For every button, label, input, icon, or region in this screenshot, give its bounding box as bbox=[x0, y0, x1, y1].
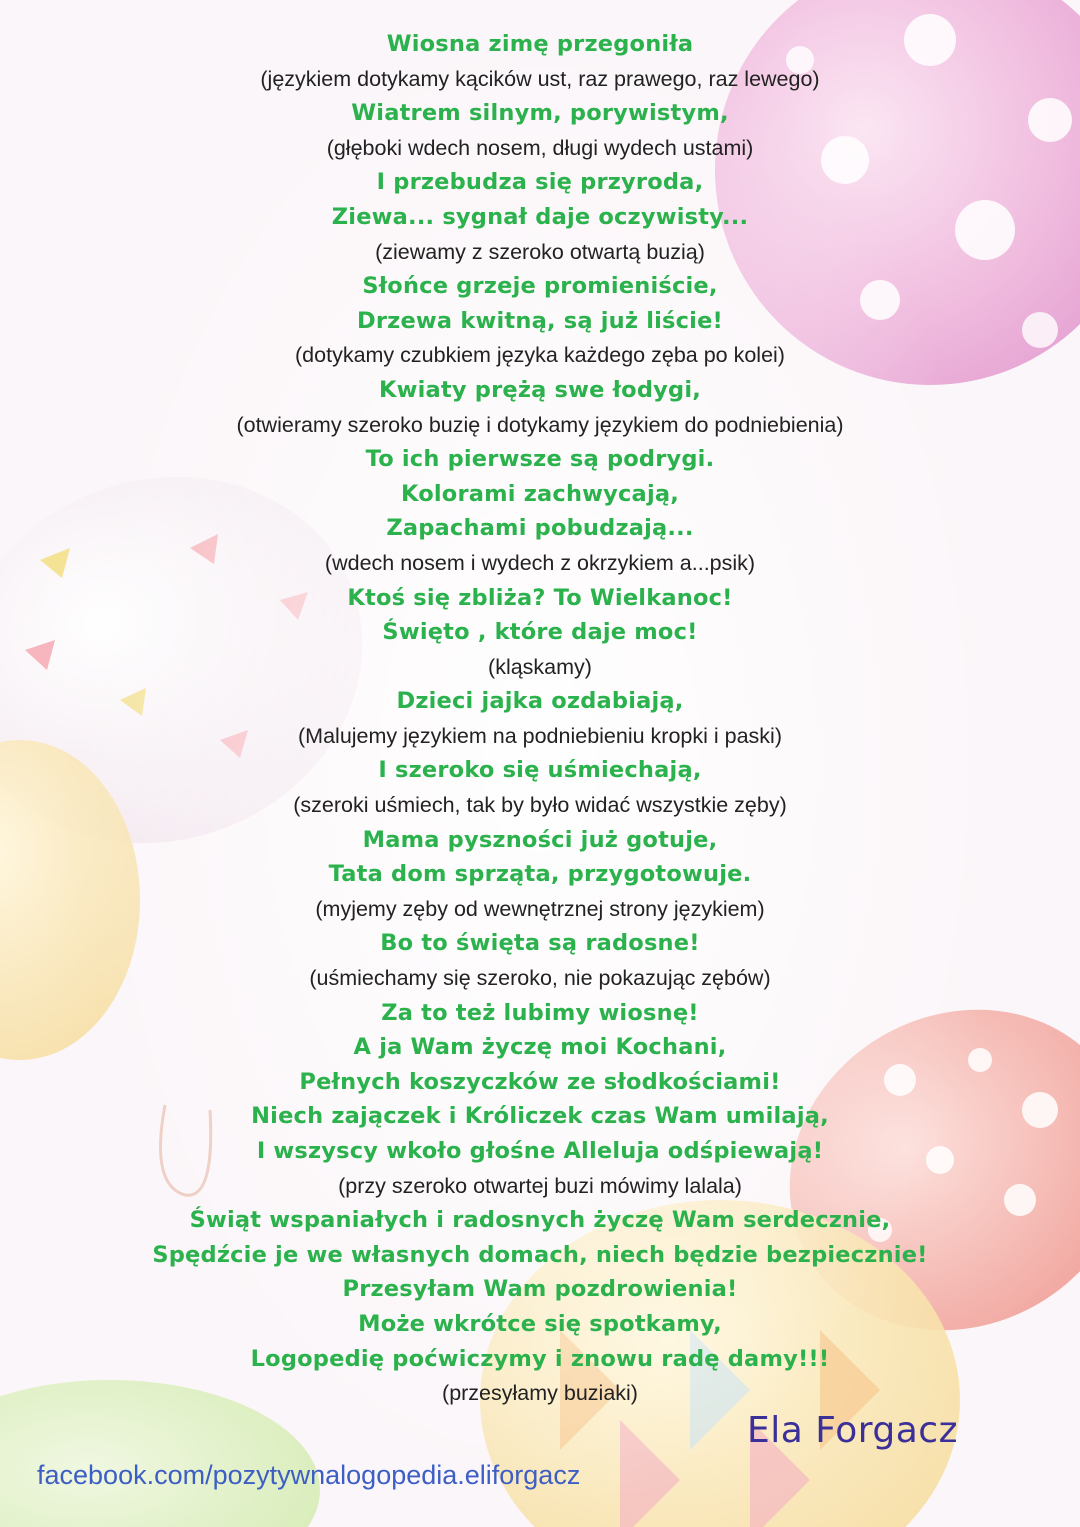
poem-verse-line: Słońce grzeje promieniście, bbox=[362, 273, 718, 300]
poem-verse-line: Ziewa... sygnał daje oczywisty... bbox=[331, 203, 749, 230]
poem-verse-line: I przebudza się przyroda, bbox=[376, 169, 704, 196]
poem-verse-line: Pełnych koszyczków ze słodkościami! bbox=[299, 1068, 781, 1095]
poem-verse-line: I szeroko się uśmiechają, bbox=[378, 757, 702, 784]
exercise-instruction: (kląskamy) bbox=[488, 654, 592, 679]
exercise-instruction: (otwieramy szeroko buzię i dotykamy językiem do podniebienia) bbox=[236, 412, 844, 437]
exercise-instruction: (przy szeroko otwartej buzi mówimy lalala) bbox=[338, 1173, 742, 1198]
poem-verse-line: Świąt wspaniałych i radosnych życzę Wam serdecznie, bbox=[189, 1207, 891, 1234]
exercise-instruction: (dotykamy czubkiem języka każdego zęba po kolei) bbox=[295, 343, 785, 368]
exercise-instruction: (głęboki wdech nosem, długi wydech ustami) bbox=[326, 135, 754, 160]
poem-verse-line: Przesyłam Wam pozdrowienia! bbox=[342, 1276, 738, 1303]
poem-verse-line: Bo to święta są radosne! bbox=[380, 930, 700, 957]
poem-verse-line: Zapachami pobudzają... bbox=[386, 515, 694, 542]
poem-verse-line: Święto , które daje moc! bbox=[382, 619, 698, 646]
poem-text bbox=[0, 27, 1080, 1411]
exercise-instruction: (przesyłamy buziaki) bbox=[442, 1381, 638, 1406]
exercise-instruction: (językiem dotykamy kącików ust, raz prawego, raz lewego) bbox=[260, 66, 820, 91]
poem-verse-line: Drzewa kwitną, są już liście! bbox=[357, 307, 723, 334]
exercise-instruction: (myjemy zęby od wewnętrznej strony językiem) bbox=[315, 896, 765, 921]
exercise-instruction: (Malujemy językiem na podniebieniu kropki i paski) bbox=[298, 723, 782, 748]
poem-verse-line: Tata dom sprząta, przygotowuje. bbox=[328, 861, 752, 888]
poem-verse-line: Wiatrem silnym, porywistym, bbox=[351, 100, 729, 127]
poem-verse-line: Logopedię poćwiczymy i znowu radę damy!!! bbox=[250, 1345, 830, 1372]
poem-verse-line: Spędźcie je we własnych domach, niech będzie bezpiecznie! bbox=[152, 1241, 928, 1268]
author-signature: Ela Forgacz bbox=[747, 1410, 958, 1451]
exercise-instruction: (wdech nosem i wydech z okrzykiem a...psik) bbox=[324, 550, 756, 575]
exercise-instruction: (szeroki uśmiech, tak by było widać wszystkie zęby) bbox=[293, 793, 787, 818]
poem-verse-line: Ktoś się zbliża? To Wielkanoc! bbox=[347, 584, 733, 611]
facebook-link[interactable]: facebook.com/pozytywnalogopedia.eliforgacz bbox=[37, 1460, 581, 1490]
poem-verse-line: I wszyscy wkoło głośne Alleluja odśpiewają! bbox=[256, 1138, 824, 1164]
poem-verse-line: Może wkrótce się spotkamy, bbox=[358, 1310, 722, 1337]
poem-verse-line: Kolorami zachwycają, bbox=[401, 480, 679, 507]
poem-verse-line: Kwiaty prężą swe łodygi, bbox=[379, 376, 701, 403]
exercise-instruction: (uśmiechamy się szeroko, nie pokazując zębów) bbox=[309, 966, 771, 991]
exercise-instruction: (ziewamy z szeroko otwartą buzią) bbox=[375, 239, 705, 264]
poem-verse-line: Wiosna zimę przegoniła bbox=[386, 31, 694, 57]
poem-verse-line: Dzieci jajka ozdabiają, bbox=[396, 688, 684, 715]
poem-verse-line: Mama pyszności już gotuje, bbox=[362, 826, 718, 853]
poem-verse-line: A ja Wam życzę moi Kochani, bbox=[353, 1034, 727, 1061]
poem-verse-line: Za to też lubimy wiosnę! bbox=[381, 999, 699, 1026]
poem-verse-line: Niech zajączek i Króliczek czas Wam umilają, bbox=[251, 1103, 829, 1130]
poem-verse-line: To ich pierwsze są podrygi. bbox=[365, 446, 715, 473]
